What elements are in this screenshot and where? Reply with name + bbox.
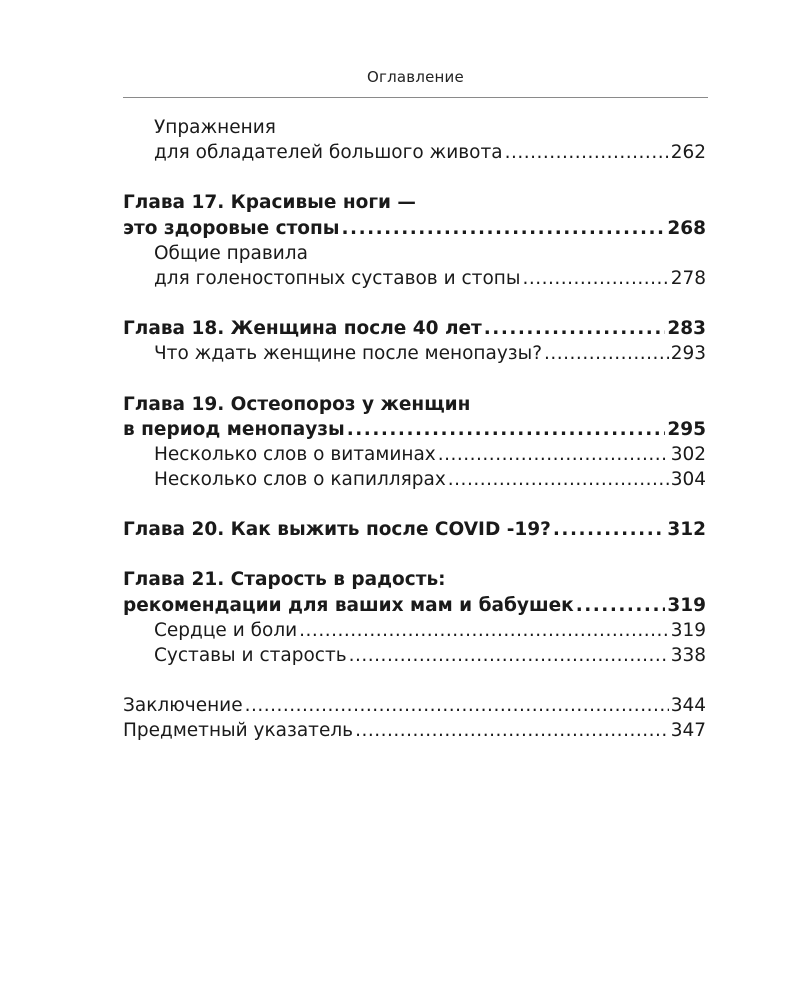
chapter-line [123, 392, 706, 417]
dot-leader [522, 266, 668, 291]
table-of-contents [123, 115, 706, 769]
chapter-line [123, 517, 706, 542]
page-number: 312 [667, 519, 706, 541]
page-number: 278 [670, 267, 706, 289]
page-number: 304 [670, 469, 706, 491]
page-number: 293 [670, 343, 706, 365]
dot-leader [576, 593, 666, 618]
dot-leader [349, 643, 669, 668]
page-number: 319 [667, 594, 706, 616]
toc-block [123, 392, 706, 493]
chapter-line [123, 567, 706, 592]
page-number: 344 [670, 695, 706, 717]
chapter-line [123, 417, 706, 442]
chapter-line [123, 190, 706, 215]
dot-leader [245, 693, 669, 718]
entry-title: Глава 20. Как выжить после COVID -19? [123, 519, 551, 541]
page-number: 338 [670, 645, 706, 666]
entry-title: Глава 19. Остеопороз у женщин [123, 393, 471, 415]
toc-block [123, 190, 706, 291]
page-number: 319 [670, 619, 706, 641]
section-line [123, 341, 706, 366]
page-number: 295 [667, 418, 706, 440]
toc-line [123, 718, 706, 743]
header-rule [123, 97, 708, 98]
page-number: 283 [667, 318, 706, 340]
dot-leader [448, 467, 669, 492]
dot-leader [553, 517, 665, 542]
page-number: 268 [667, 217, 706, 239]
page-number: 347 [670, 720, 706, 742]
entry-title: Заключение [123, 695, 243, 717]
section-line [123, 442, 706, 467]
entry-title: Глава 21. Старость в радость: [123, 569, 446, 591]
dot-leader [355, 718, 669, 743]
entry-title: Глава 17. Красивые ноги — [123, 192, 416, 214]
dot-leader [438, 442, 669, 467]
entry-title: Сердце и боли [154, 619, 298, 641]
page-number: 262 [670, 142, 706, 164]
section-line [123, 266, 706, 291]
entry-title: Несколько слов о капиллярах [154, 469, 446, 491]
chapter-line [123, 593, 706, 618]
dot-leader [544, 341, 669, 366]
section-line [123, 140, 706, 165]
entry-title: для обладателей большого живота [154, 142, 503, 164]
section-line [123, 115, 706, 140]
entry-title: Что ждать женщине после менопаузы? [154, 343, 543, 365]
running-head: Оглавление [367, 68, 464, 86]
dot-leader [347, 417, 666, 442]
page-number: 302 [670, 443, 706, 465]
dot-leader [505, 140, 669, 165]
entry-title: Предметный указатель [123, 720, 354, 742]
entry-title: это здоровые стопы [123, 217, 340, 239]
chapter-line [123, 316, 706, 341]
toc-line [123, 693, 706, 718]
section-line [123, 467, 706, 492]
dot-leader [484, 316, 666, 341]
chapter-line [123, 216, 706, 241]
entry-title: для голеностопных суставов и стопы [154, 267, 521, 289]
dot-leader [299, 618, 669, 643]
toc-block [123, 316, 706, 366]
entry-title: рекомендации для ваших мам и бабушек [123, 594, 574, 616]
entry-title: Несколько слов о витаминах [154, 443, 436, 465]
entry-title: Общие правила [154, 242, 308, 264]
entry-title: в период менопаузы [123, 418, 345, 440]
entry-title: Упражнения [154, 117, 276, 138]
section-line [123, 643, 706, 668]
section-line [123, 241, 706, 266]
toc-block [123, 517, 706, 542]
toc-block [123, 115, 706, 165]
entry-title: Суставы и старость [154, 645, 347, 666]
dot-leader [342, 216, 666, 241]
section-line [123, 618, 706, 643]
toc-block [123, 567, 706, 668]
toc-block [123, 693, 706, 743]
entry-title: Глава 18. Женщина после 40 лет [123, 318, 482, 340]
